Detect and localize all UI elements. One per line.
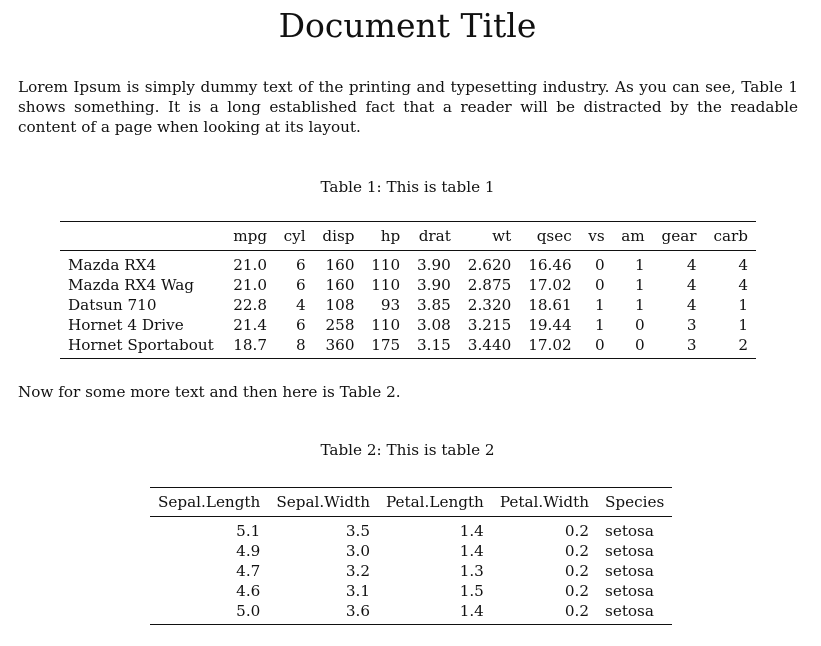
table-cell: 2 [705,335,756,359]
table-cell: 5.0 [150,601,268,625]
table-cell: 110 [371,276,401,294]
transition-paragraph: Now for some more text and then here is Table 2. [18,383,401,401]
table-cell: 3.2 [345,562,370,580]
column-header: hp [363,222,409,251]
table-cell: 17.02 [528,276,572,294]
table-cell: 4 [686,276,697,294]
intro-paragraph: Lorem Ipsum is simply dummy text of the printing and typesetting industry. As you can see, Table 1 shows something. It is a long established fact that a reader will be distracted by the readable content of a page when looking at its layout. [18,78,798,136]
table-cell: 3.08 [417,316,451,334]
table-cell: 1.4 [378,601,492,625]
table-cell: 1.4 [459,542,484,560]
table-cell: Hornet Sportabout [60,335,224,359]
table-cell: 3.90 [417,276,451,294]
table-cell: 2.620 [467,256,512,274]
table-row [150,581,672,601]
column-header: disp [314,222,363,251]
table-cell: 4.7 [236,562,261,580]
column-header: gear [653,222,705,251]
table-cell: 0 [594,276,605,294]
table-cell: 3.85 [417,296,451,314]
table-row [150,601,672,625]
table-cell: 2.875 [467,276,512,294]
column-header: carb [705,222,756,251]
table-cell: 1.3 [459,562,484,580]
table-cell: setosa [605,522,654,540]
table-cell: 4 [295,296,306,314]
table-cell: 18.7 [224,335,275,359]
table-cell: 3.1 [345,582,370,600]
table2-caption: Table 2: This is table 2 [320,441,495,459]
table-cell: 1 [635,276,645,294]
table-cell: 3.6 [268,601,378,625]
table-cell: 0 [580,335,613,359]
table-cell: 21.0 [233,276,268,294]
table-cell: 6 [295,276,306,294]
table1 [60,221,756,359]
column-header: wt [459,222,519,251]
table-cell: 21.0 [233,256,268,274]
table-cell: 1 [738,316,748,334]
table-cell: 258 [325,316,355,334]
table-cell: Mazda RX4 Wag [68,276,195,294]
table-cell: 3.5 [345,522,370,540]
column-header: qsec [519,222,579,251]
table-cell: 22.8 [233,296,268,314]
column-header: mpg [224,222,275,251]
table-cell: 8 [275,335,314,359]
table-cell: setosa [597,601,672,625]
table-cell: 1 [738,296,748,314]
table-cell: 3 [653,335,705,359]
table-cell: 3.0 [345,542,370,560]
column-header: cyl [275,222,314,251]
table-cell: 93 [380,296,401,314]
table-cell: 4 [738,256,748,274]
table-cell: 16.46 [528,256,572,274]
table-cell: 0.2 [564,522,590,540]
table-cell: setosa [605,542,654,560]
column-header: Sepal.Length [150,488,268,517]
table-cell: 5.1 [236,522,261,540]
table-cell: 175 [363,335,409,359]
table-cell: 4 [738,276,748,294]
table-cell: setosa [605,562,654,580]
table-row [150,517,672,542]
table-row [60,251,756,276]
table-row [150,561,672,581]
table-cell: 2.320 [467,296,512,314]
table2 [150,487,672,625]
table-cell: 3.15 [408,335,459,359]
table-cell: 17.02 [519,335,579,359]
table-cell: 1 [594,316,605,334]
table-cell: 0.2 [564,582,590,600]
table-row [60,295,756,315]
table-cell: setosa [605,582,654,600]
table-cell: 3.90 [417,256,451,274]
table1-caption: Table 1: This is table 1 [320,178,495,196]
table-cell: 110 [371,256,401,274]
column-header: Species [597,488,672,517]
table-cell: Hornet 4 Drive [68,316,184,334]
table-cell: 1 [635,256,645,274]
table-cell: 21.4 [233,316,268,334]
table-cell: 4 [686,256,697,274]
table-row [60,275,756,295]
table-cell: 0 [635,316,645,334]
table-cell: 6 [295,256,306,274]
table-cell: 0.2 [564,542,590,560]
table-cell: 1 [594,296,605,314]
table-header-row [150,488,672,517]
table-cell: 160 [325,256,355,274]
document-title: Document Title [278,6,537,45]
table-cell: 110 [371,316,401,334]
column-header [60,222,224,251]
table-cell: 4.9 [236,542,261,560]
table-cell: 6 [295,316,306,334]
column-header: drat [408,222,459,251]
table-cell: 3 [686,316,697,334]
table-cell: 0.2 [564,562,590,580]
column-header: vs [580,222,613,251]
table-cell: 1 [635,296,645,314]
column-header: Sepal.Width [268,488,378,517]
table-cell: 0 [594,256,605,274]
table-cell: 3.440 [459,335,519,359]
table-cell: 0.2 [492,601,597,625]
table-cell: 19.44 [528,316,572,334]
table-row [60,315,756,335]
table-cell: 1.5 [459,582,484,600]
table-cell: 360 [314,335,363,359]
table-cell: 4 [686,296,697,314]
table-cell: 160 [325,276,355,294]
table-cell: 1.4 [459,522,484,540]
table-cell: 18.61 [528,296,572,314]
table-cell: 0 [613,335,653,359]
table-cell: 3.215 [467,316,512,334]
table-row [60,335,756,359]
table-header-row [60,222,756,251]
column-header: am [613,222,653,251]
table-cell: 108 [325,296,355,314]
table-cell: Datsun 710 [68,296,157,314]
column-header: Petal.Width [492,488,597,517]
table-cell: 4.6 [236,582,261,600]
table-row [150,541,672,561]
table-cell: Mazda RX4 [68,256,157,274]
column-header: Petal.Length [378,488,492,517]
